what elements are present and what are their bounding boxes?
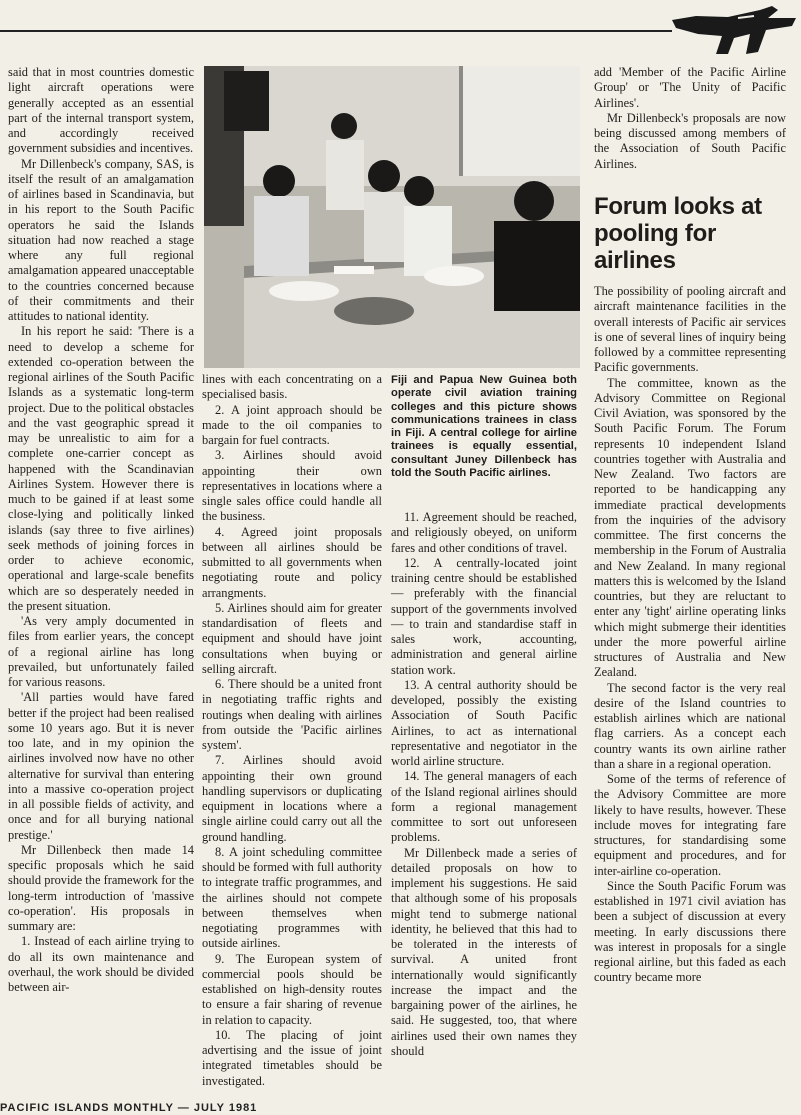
paragraph: Some of the terms of reference of the Advisory Committee are more likely to have results, however. These include moves for integrating fare structures, for standardising some equipment and procedures, and for inter-airline co-operation.: [594, 772, 786, 878]
column-3: [391, 510, 577, 1059]
paragraph: 8. A joint scheduling committee should be formed with full authority to integrate traffic programmes, and the airlines should not compete between themselves when negotiating programmes with outside airlines.: [202, 844, 382, 951]
column-2: [202, 372, 382, 1089]
paragraph: The committee, known as the Advisory Committee on Regional Civil Aviation, was sponsored by the South Pacific Forum. The Forum represents 10 independent Island countries together with Australia and New Zealand. Two factors are reported to be handicapping any immediate practical developments from the inquiries of the advisory committee. The first concerns the membership in the Forum of Australia and New Zealand. In many regional matters this is welcomed by the Island countries, but they are reluctant to enter any 'tight' airline operating links which might submerge their identities under the more powerful airline structures of Australia and New Zealand.: [594, 375, 786, 680]
paragraph: In his report he said: 'There is a need to develop a scheme for extended co-operation between the regional airlines of the South Pacific Islands as a systematic long-term project. Due to the political obstacles and the vast geographic spread it may be unrealistic to aim for a complete one-carrier concept as happened with the Scandinavian Airlines System. However there is much to be gained if at least some close-lying and politically linked islands (say three to five airlines) seek methods of joining forces in order to achieve economic, operational and large-scale benefits which are so desperately needed in the present situation.: [8, 324, 194, 613]
paragraph: 2. A joint approach should be made to the oil companies to bargain for fuel contracts.: [202, 402, 382, 447]
paragraph: Mr Dillenbeck made a series of detailed proposals on how to implement his suggestions. He said that although some of his proposals might tend to submerge national identity, he believed that this had to be tolerated in the interests of survival. A united front internationally would significantly increase the impact and the bargaining power of the airlines, he said. He suggested, too, that where airlines used their own names they should: [391, 845, 577, 1058]
paragraph: 1. Instead of each airline trying to do all its own maintenance and overhaul, the work should be divided between air-: [8, 934, 194, 994]
paragraph: 9. The European system of commercial pools should be established on high-density routes to ensure a fair sharing of revenue in relation to capacity.: [202, 951, 382, 1027]
airplane-logo-icon: [668, 4, 800, 56]
paragraph: The possibility of pooling aircraft and aircraft maintenance facilities in the overall interests of Pacific air services is one of several lines of inquiry being followed by a committee representing Pacific governments.: [594, 284, 786, 375]
paragraph: The second factor is the very real desire of the Island countries to establish airlines which are national flag carriers. As a concept each country wants its own airline rather than a share in a regional operation.: [594, 680, 786, 771]
paragraph: add 'Member of the Pacific Airline Group' or 'The Unity of Pacific Airlines'.: [594, 65, 786, 110]
paragraph: Since the South Pacific Forum was established in 1971 civil aviation has been a subject of discussion at every meeting. In early discussions there was interest in proposals for a single regional airline, but this faded as each country became more: [594, 878, 786, 985]
paragraph: said that in most countries domestic light aircraft operations were generally accepted as an essential part of the internal transport system, and accordingly received government subsidies and incentives.: [8, 65, 194, 156]
paragraph: 12. A centrally-located joint training centre should be established — preferably with the financial support of the governments involved — to train and standardise staff in sales work, accounting, administration and general airline station work.: [391, 555, 577, 677]
paragraph: Mr Dillenbeck's proposals are now being discussed among members of the Association of South Pacific Airlines.: [594, 110, 786, 171]
paragraph: lines with each concentrating on a specialised basis.: [202, 372, 382, 402]
header-rule: [0, 30, 672, 32]
paragraph: 14. The general managers of each of the Island regional airlines should form a regional management committee to sort out unforeseen problems.: [391, 769, 577, 845]
paragraph: Mr Dillenbeck's company, SAS, is itself the result of an amalgamation of airlines based in Scandinavia, but in his report to the South Pacific operators he said the Islands situation had now reached a stage where any full regional amalgamation appeared unacceptable to the countries concerned because of their commitments and their attitudes to national identity.: [8, 156, 194, 323]
paragraph: 'As very amply documented in files from earlier years, the concept of a regional airline has long prevailed, but unfortunately failed for various reasons.: [8, 614, 194, 689]
paragraph: 4. Agreed joint proposals between all airlines should be submitted to all governments when negotiating route and policy arrangments.: [202, 524, 382, 600]
article-headline: Forum looks at pooling for airlines: [594, 193, 762, 274]
paragraph: 3. Airlines should avoid appointing their own representatives in locations where a single sales office could handle all the business.: [202, 448, 382, 524]
paragraph: 6. There should be a united front in negotiating traffic rights and routings when dealing with airlines from outside the 'Pacific airlines system'.: [202, 677, 382, 752]
page-footer: PACIFIC ISLANDS MONTHLY — JULY 1981: [0, 1102, 258, 1114]
column-4-article: [594, 284, 786, 986]
paragraph: 11. Agreement should be reached, and religiously obeyed, on uniform fares and other conditions of travel.: [391, 510, 577, 555]
paragraph: 7. Airlines should avoid appointing their own ground handling supervisors or duplicating equipment in locations where a single airline could carry out all the ground handling.: [202, 753, 382, 844]
paragraph: 10. The placing of joint advertising and the issue of joint integrated timetables should be investigated.: [202, 1027, 382, 1088]
column-4-top: [594, 65, 786, 172]
column-1: [8, 65, 194, 995]
paragraph: 5. Airlines should aim for greater standardisation of fleets and equipment and should have joint consultations when buying or selling aircraft.: [202, 600, 382, 676]
photo-caption: Fiji and Papua New Guinea both operate civil aviation training colleges and this picture shows communications trainees in class in Fiji. A central college for airline trainees is equally essential, consultant Juney Dillenbeck has told the South Pacific airlines.: [391, 374, 577, 480]
paragraph: 'All parties would have fared better if the project had been realised some 10 years ago. But it is never too late, and in my opinion the airlines involved now have no other alternative for survival than entering into a massive co-operation project in all possible fields of activity, and once and for all burying national prestige.': [8, 690, 194, 842]
classroom-photo: [204, 66, 580, 368]
paragraph: Mr Dillenbeck then made 14 specific proposals which he said should provide the framework for the long-term introduction of 'massive co-operation'. His proposals in summary are:: [8, 842, 194, 933]
paragraph: 13. A central authority should be developed, possibly the existing Association of South Pacific Airlines, to act as international representative and negotiator in the world airline structure.: [391, 677, 577, 768]
